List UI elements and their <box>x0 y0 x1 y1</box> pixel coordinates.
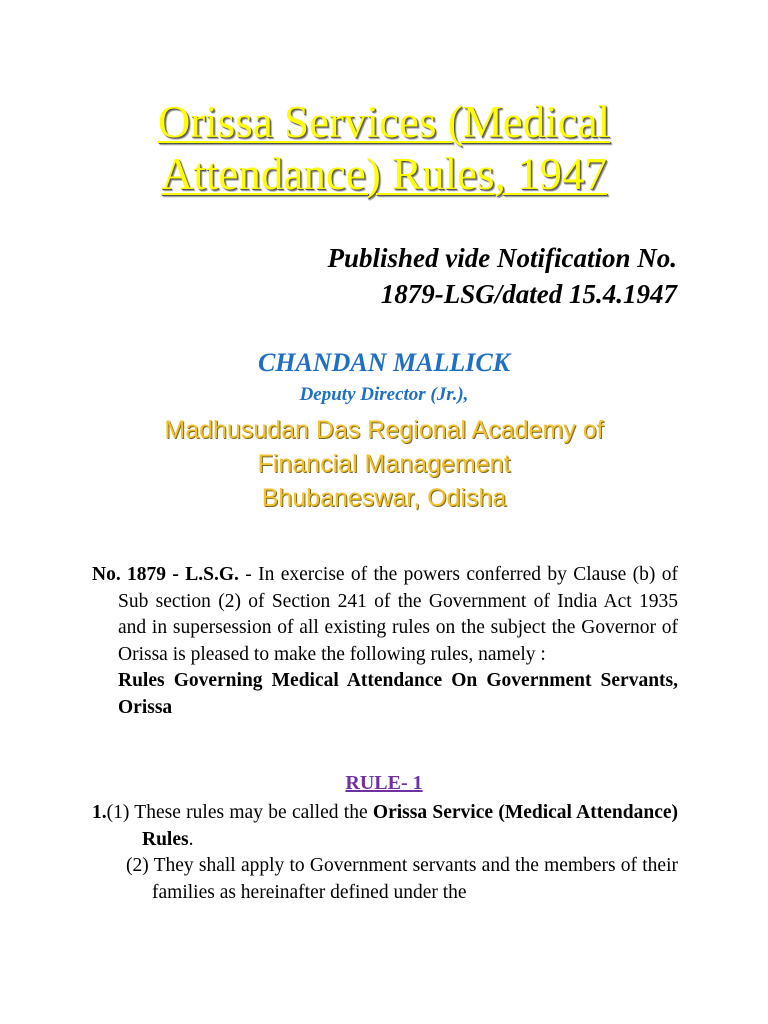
clause-1-text: (1) These rules may be called the <box>106 802 373 823</box>
author-name: CHANDAN MALLICK <box>257 348 511 377</box>
academy-block <box>0 413 768 515</box>
preamble <box>92 562 678 721</box>
notification-reference: No. 1879 - L.S.G. <box>92 564 239 585</box>
academy-line-3: Bhubaneswar, Odisha <box>261 484 507 512</box>
academy-line-1: Madhusudan Das Regional Academy of <box>164 416 604 444</box>
rule-1-clause-2: (2) They shall apply to Government servants and the members of their families as hereinafter defined under the <box>126 855 678 903</box>
rules-short-title: Orissa Service (Medical Attendance) Rules <box>142 802 678 850</box>
publication-notice <box>157 240 677 312</box>
publication-line-1: Published vide Notification No. <box>327 243 677 273</box>
rule-number: 1. <box>92 802 107 823</box>
clause-1-end: . <box>188 828 194 850</box>
author-role: Deputy Director (Jr.), <box>299 384 469 405</box>
preamble-text: - In exercise of the powers conferred by Clause (b) of Sub section (2) of Section 241 of the Government of India Act 1935 and in supersession of all existing rules on the subject the Governor of Orissa is pleased to make the following rules, namely : <box>118 564 678 665</box>
rule-1-body <box>92 800 678 906</box>
document-title <box>0 96 768 200</box>
rule-heading: RULE- 1 <box>345 772 423 794</box>
rules-subheading: Rules Governing Medical Attendance On Government Servants, Orissa <box>118 670 678 718</box>
preamble-paragraph <box>92 562 678 668</box>
rule-1-clause-1 <box>92 800 678 853</box>
academy-line-2: Financial Management <box>257 450 511 478</box>
title-line-2: Attendance) Rules, 1947 <box>160 149 608 199</box>
publication-line-2: 1879-LSG/dated 15.4.1947 <box>380 279 677 309</box>
title-line-1: Orissa Services (Medical <box>157 97 611 147</box>
